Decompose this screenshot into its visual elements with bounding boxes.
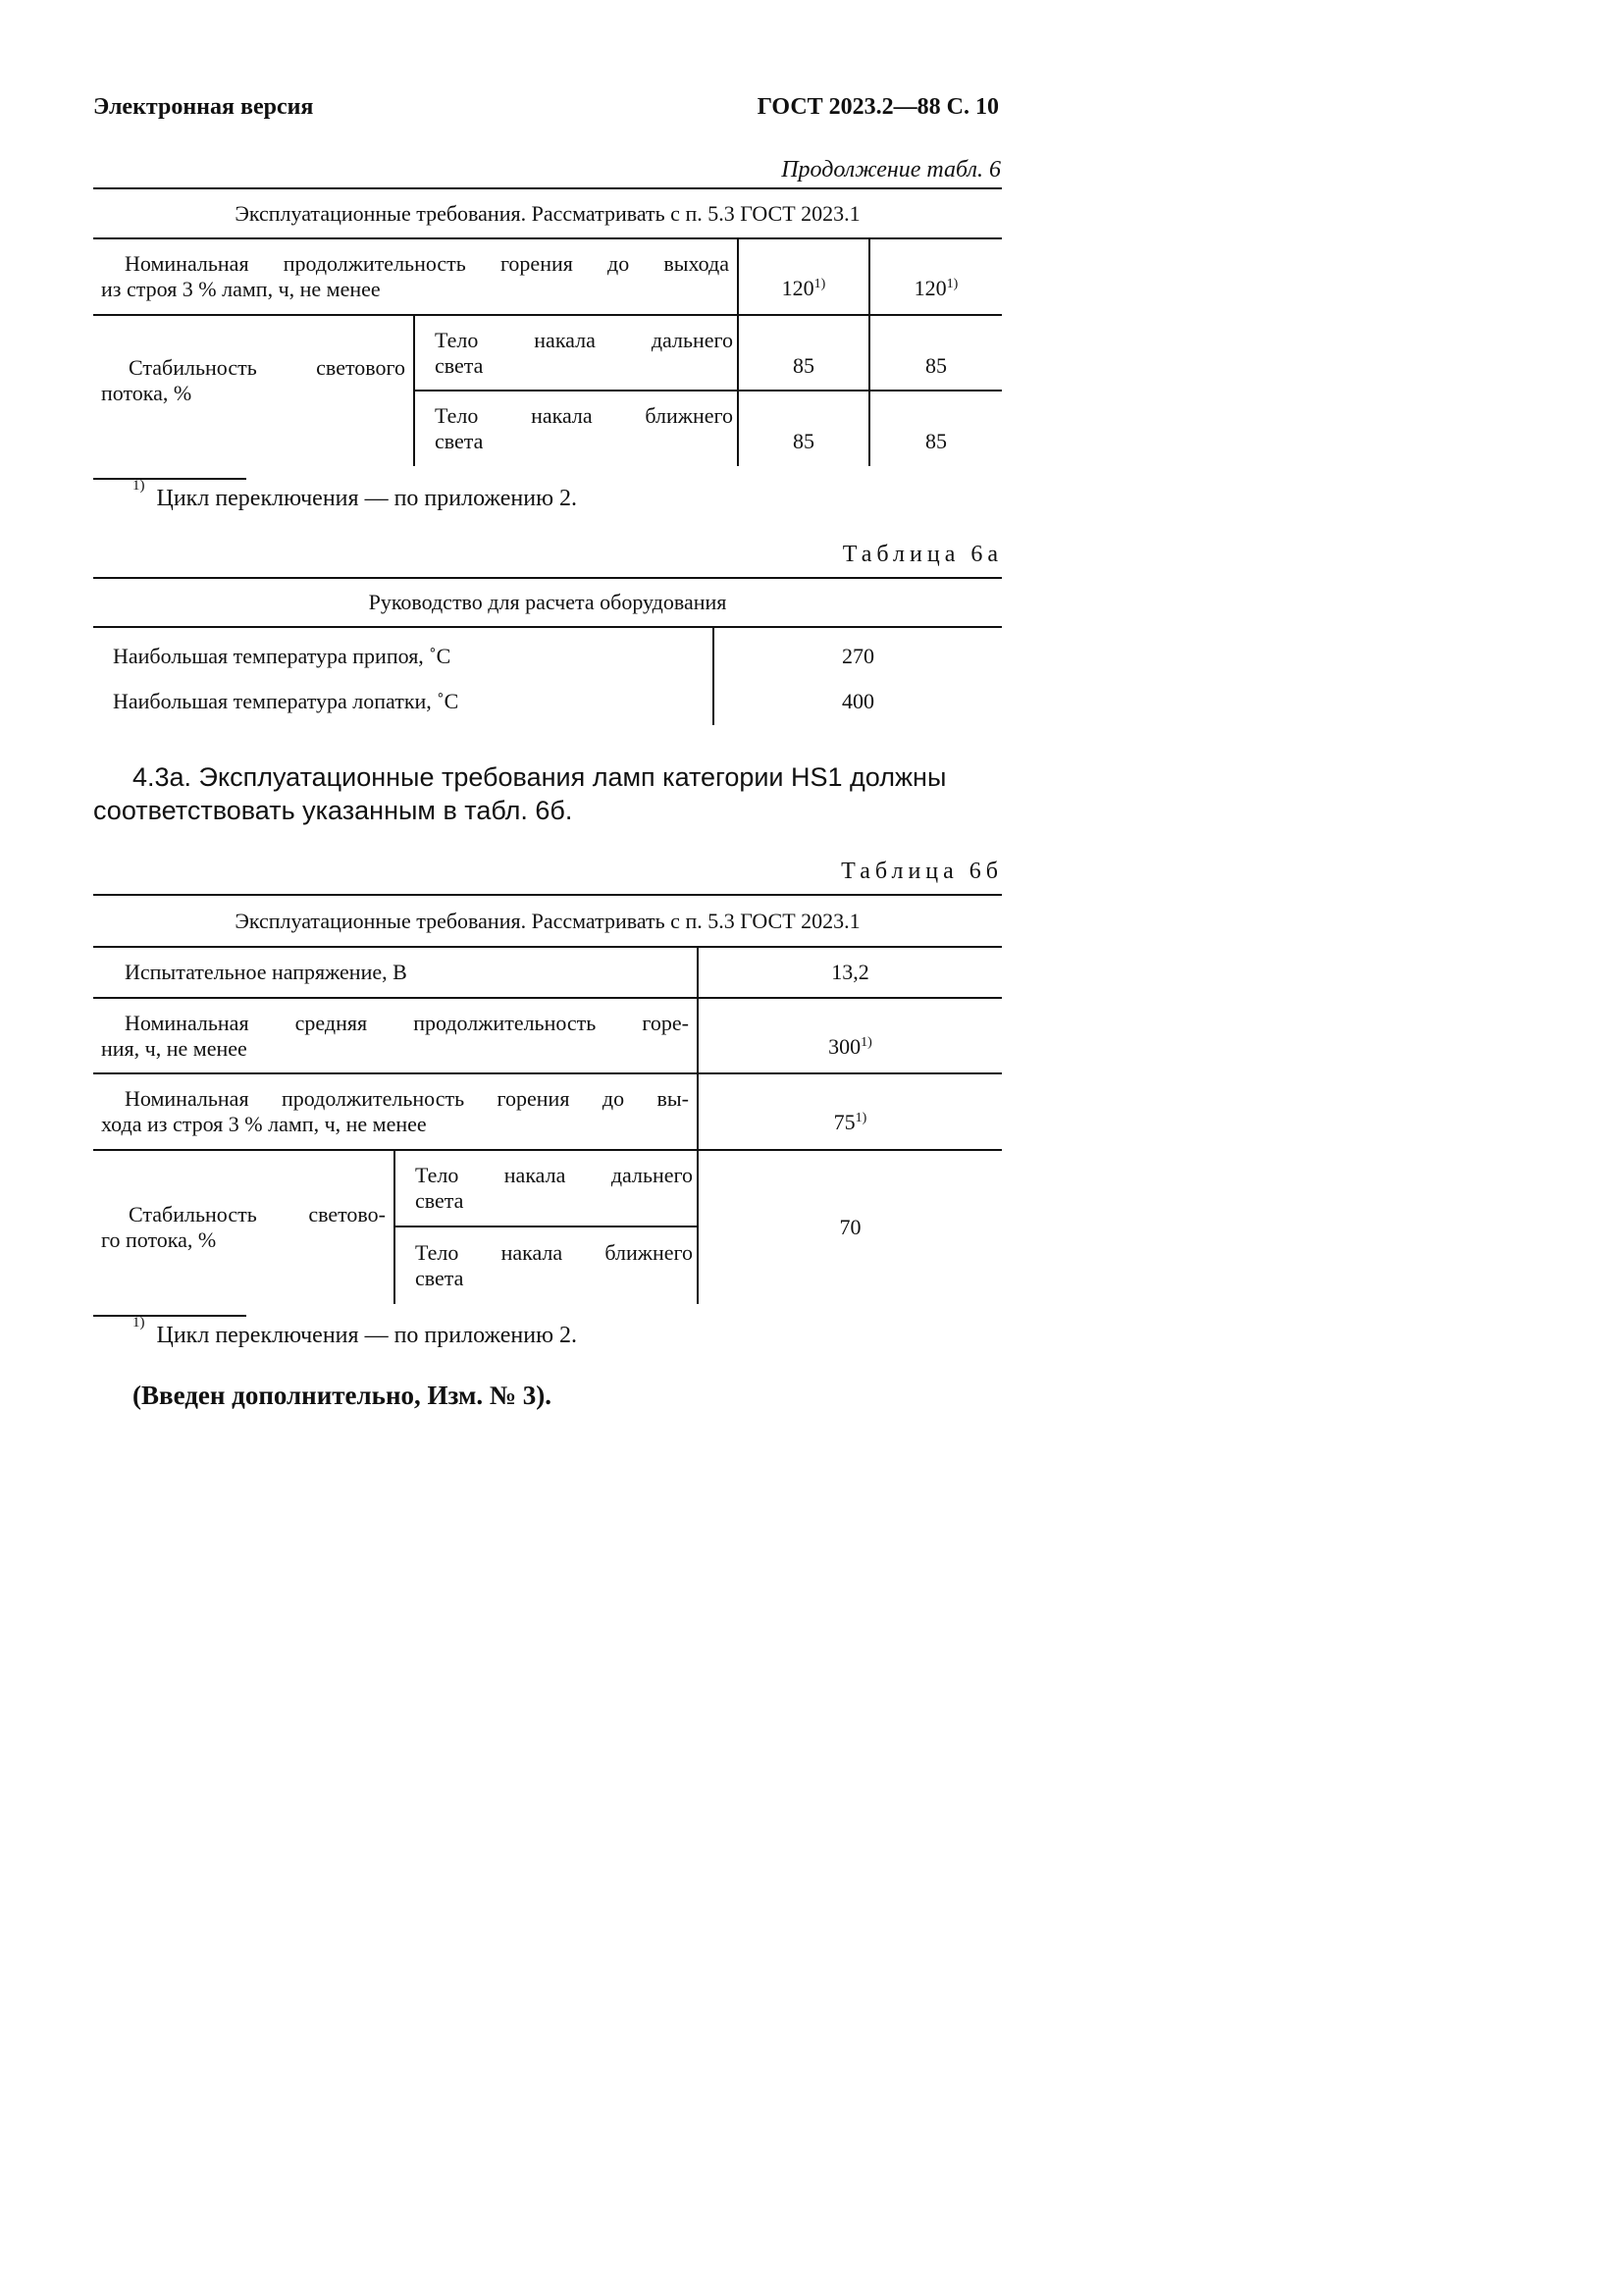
table-6-heading: Эксплуатационные требования. Рассматривать с п. 5.3 ГОСТ 2023.1 <box>235 200 861 226</box>
table-6a <box>93 577 1002 725</box>
table-6b-sub1-label <box>394 1150 698 1226</box>
table-6-row2-label <box>93 315 414 466</box>
table-6-sub1-label <box>414 315 738 391</box>
table-6b-row2-label <box>93 998 698 1073</box>
table-6-row2-label-line2: потока, % <box>101 381 192 405</box>
paragraph-4-3a: 4.3а. Эксплуатационные требования ламп категории HS1 должны соответствовать указанным в табл. 6б. <box>93 762 947 825</box>
table-6b-row1-label: Испытательное напряжение, В <box>93 947 698 998</box>
table-6-row1-value2 <box>869 238 1002 315</box>
table-6-row2-label-line1: Стабильность светового <box>129 355 405 380</box>
table-6b-row4-label <box>93 1150 394 1304</box>
table-6b-sub2-label-line1: Тело накала ближнего <box>415 1240 693 1265</box>
table-6a-row2-value: 400 <box>842 689 874 713</box>
footnote-rule <box>93 1315 246 1317</box>
footnote-text: Цикл переключения — по приложению 2. <box>156 1323 578 1348</box>
table-6-sub2-label-line1: Тело накала ближнего <box>435 403 733 428</box>
footnote-1 <box>132 478 578 512</box>
table-6b-sub2-label <box>394 1226 698 1304</box>
table-6-sub2-value1: 85 <box>738 391 869 466</box>
footnote-ref: 1) <box>813 277 826 291</box>
table-6-sub2-label <box>414 391 738 466</box>
table-6a-title: Таблица 6а <box>842 542 1003 567</box>
table-6-row1-label-line1: Номинальная продолжительность горения до выхода <box>125 251 729 276</box>
header-right: ГОСТ 2023.2—88 С. 10 <box>757 94 999 120</box>
header-left: Электронная версия <box>93 94 314 120</box>
table-6b-row3-label-line2: хода из строя 3 % ламп, ч, не менее <box>101 1112 427 1136</box>
table-6a-row2-label: Наибольшая температура лопатки, ˚С <box>93 678 713 725</box>
footnote-ref: 1) <box>855 1111 867 1125</box>
footnote-rule <box>93 478 246 480</box>
amendment-note: (Введен дополнительно, Изм. № 3). <box>132 1381 551 1410</box>
table-6b-title: Таблица 6б <box>841 859 1003 884</box>
table-6-sub1-label-line2: света <box>435 352 484 378</box>
table-6b-sub2-label-line2: света <box>415 1266 464 1290</box>
table-6-sub1-value1: 85 <box>738 315 869 391</box>
table-6b-row4-label-line2: го потока, % <box>101 1227 217 1252</box>
table-6b-row2-label-line1: Номинальная средняя продолжительность горе- <box>125 1010 689 1035</box>
footnote-mark: 1) <box>132 478 145 494</box>
table-6-row1-value1-text: 120 <box>781 276 814 300</box>
table-6a-row1-label: Наибольшая температура припоя, ˚С <box>93 627 713 678</box>
table-6b <box>93 894 1002 1304</box>
table-continuation-label: Продолжение табл. 6 <box>781 157 1001 183</box>
table-6-row1-label-line2: из строя 3 % ламп, ч, не менее <box>101 277 381 301</box>
table-6b-row3-value <box>698 1073 1002 1150</box>
table-6b-row4-value: 70 <box>839 1215 862 1239</box>
table-6-sub1-value2: 85 <box>925 352 947 378</box>
table-6-row1-value2-text: 120 <box>914 276 947 300</box>
table-6b-row3-label <box>93 1073 698 1150</box>
table-6a-row1-value: 270 <box>842 643 874 668</box>
table-6b-row2-value-text: 300 <box>828 1033 862 1059</box>
table-6-row1-value1 <box>738 238 869 315</box>
footnote-ref: 1) <box>861 1034 872 1050</box>
table-6-sub1-label-line1: Тело накала дальнего <box>435 327 733 352</box>
table-6b-row1-value: 13,2 <box>831 960 869 984</box>
footnote-text: Цикл переключения — по приложению 2. <box>156 486 578 511</box>
table-6-sub2-label-line2: света <box>435 429 484 453</box>
footnote-mark: 1) <box>132 1315 145 1331</box>
table-6b-row3-label-line1: Номинальная продолжительность горения до вы- <box>125 1086 689 1111</box>
table-6b-row3-value-text: 75 <box>833 1110 856 1134</box>
footnote-ref: 1) <box>946 277 959 291</box>
table-6-row1-label <box>93 238 738 315</box>
table-6-sub2-value2: 85 <box>925 429 947 453</box>
table-6b-row2-label-line2: ния, ч, не менее <box>101 1035 247 1061</box>
table-6-continuation <box>93 187 1002 466</box>
table-6b-row2-value <box>698 998 1002 1073</box>
footnote-2 <box>132 1315 578 1349</box>
table-6b-sub1-label-line2: света <box>415 1188 464 1213</box>
table-6b-row4-label-line1: Стабильность светово- <box>129 1202 386 1226</box>
table-6b-heading: Эксплуатационные требования. Рассматривать с п. 5.3 ГОСТ 2023.1 <box>235 908 861 933</box>
table-6a-heading: Руководство для расчета оборудования <box>368 590 727 614</box>
table-6b-sub1-label-line1: Тело накала дальнего <box>415 1163 693 1187</box>
